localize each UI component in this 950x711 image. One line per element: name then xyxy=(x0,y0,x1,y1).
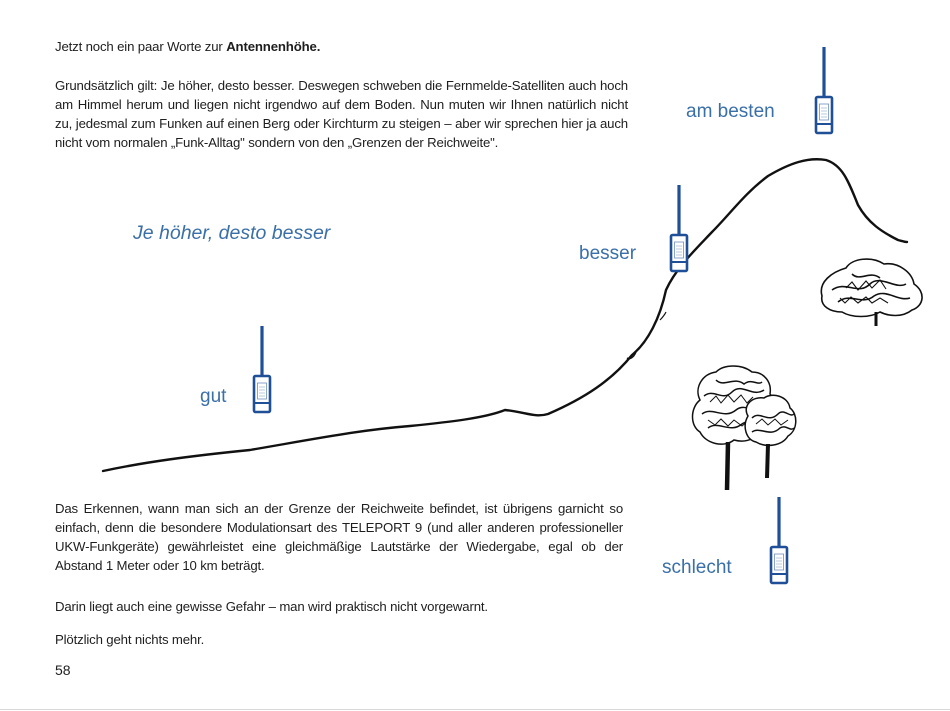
danger-paragraph: Darin liegt auch eine gewisse Gefahr – man wird praktisch nicht vorgewarnt. xyxy=(55,599,488,614)
hill-outline xyxy=(103,159,907,471)
intro-bold-term: Antennenhöhe. xyxy=(226,39,321,54)
intro-text: Jetzt noch ein paar Worte zur xyxy=(55,39,227,54)
page-number: 58 xyxy=(55,662,71,678)
label-am-besten: am besten xyxy=(686,101,775,122)
illustration-heading: Je höher, desto besser xyxy=(133,222,331,244)
principle-paragraph: Grundsätzlich gilt: Je höher, desto besser. Deswegen schweben die Fernmelde-Satelliten auch hoch am Himmel herum und liegen nicht irgendwo auf dem Boden. Nun muten wir Ihnen natürlich nicht zu, jedesmal zum Funken auf einen Berg oder Kirchturm zu steigen – aber wir sprechen hier ja auch nicht vom normalen „Funk-Alltag" sondern von den „Grenzen der Reichweite". xyxy=(55,78,628,150)
label-besser: besser xyxy=(579,243,637,264)
page-bottom-edge xyxy=(0,709,950,710)
radio-am-besten-icon xyxy=(816,47,832,133)
detection-paragraph: Das Erkennen, wann man sich an der Grenze der Reichweite befindet, ist übrigens garnicht so einfach, denn die besondere Modulationsart des TELEPORT 9 (und aller anderen professioneller UKW-Funkgeräte) gewährleistet eine gleichmäßige Lautstärke der Wiedergabe, egal ob der Abstand 1 Meter oder 10 km beträgt. xyxy=(55,501,623,573)
radio-schlecht-icon xyxy=(771,497,787,583)
label-schlecht: schlecht xyxy=(662,557,732,578)
intro-paragraph xyxy=(55,37,615,56)
trees-left-icon xyxy=(693,366,796,490)
sudden-paragraph: Plötzlich geht nichts mehr. xyxy=(55,632,205,647)
radio-gut-icon xyxy=(254,326,270,412)
radio-besser-icon xyxy=(671,185,687,271)
label-gut: gut xyxy=(200,386,227,407)
tree-right-icon xyxy=(821,259,922,326)
